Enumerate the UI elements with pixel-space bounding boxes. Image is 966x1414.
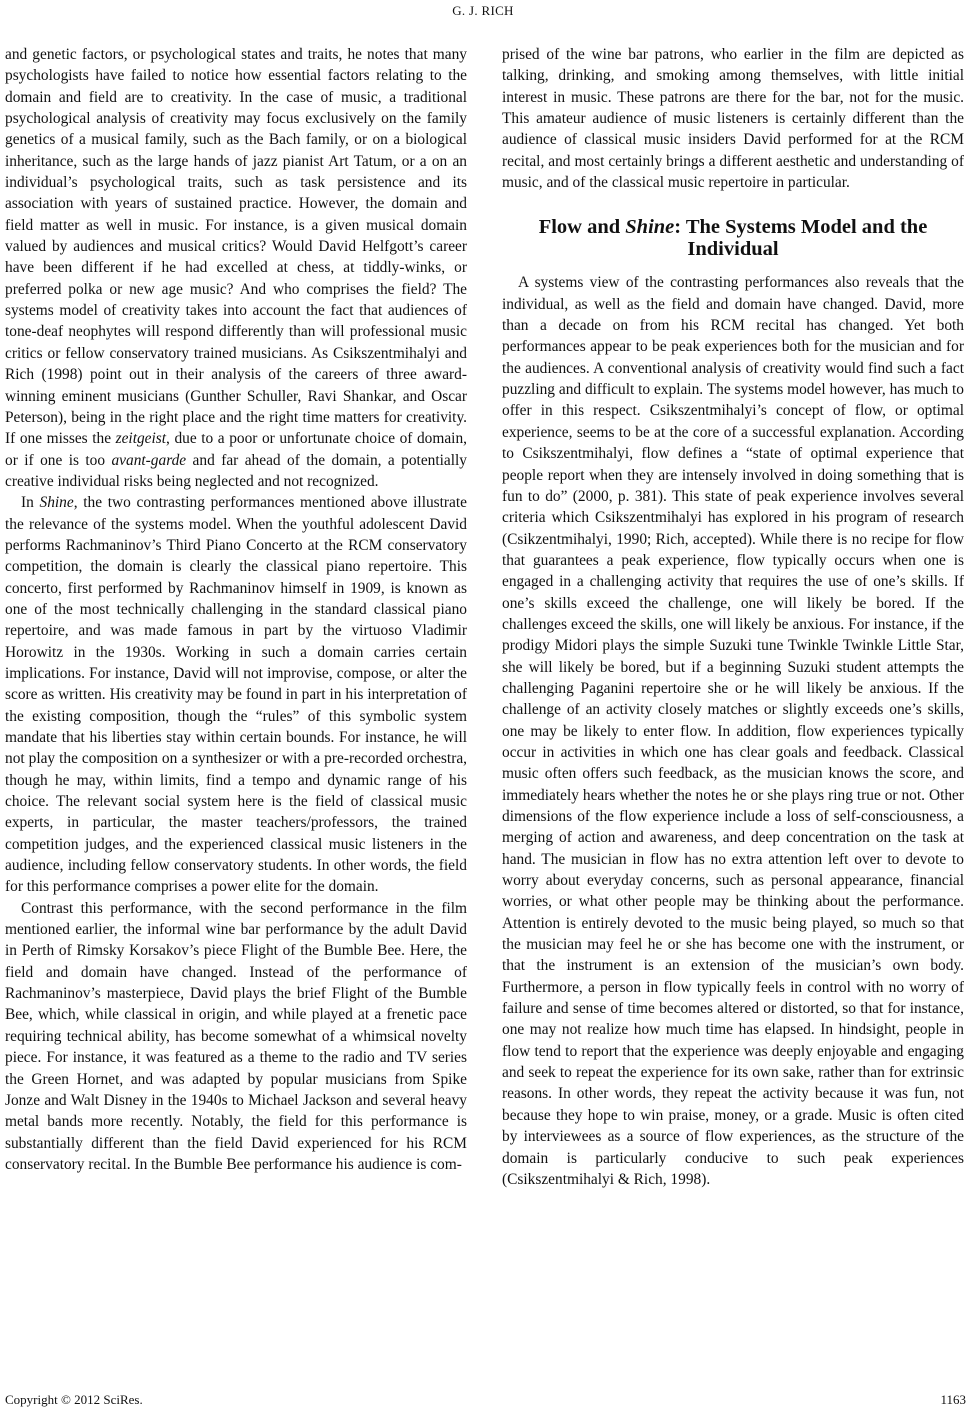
running-head: G. J. RICH [452, 3, 514, 18]
italic-text: zeitgeist [115, 430, 167, 448]
paragraph-genetic-factors [5, 44, 467, 492]
italic-text: Shine [625, 216, 675, 239]
section-heading-flow-and-shine [502, 216, 964, 260]
italic-text: Shine [39, 494, 74, 512]
text-run: , due to a poor or unfortunate choice of domain, or if one is too [5, 430, 467, 469]
text-run: : The Systems Model and the Individual [674, 216, 928, 261]
text-run: and genetic factors, or psychological states and traits, he notes that many psychologists have failed to notice how essential factors relating to the domain and field are to creativity. In the case of music, a traditional psychological analysis of creativity may focus exclusively on the family genetics of a musical family, such as the Bach family, or on a biological inheritance, such as the large hands of jazz pianist Art Tatum, or a on an individual’s psychological traits, such as task persistence and its association with years of sustained practice. However, the domain and field matter as well in music. For instance, is a given musical domain valued by audiences and musical critics? Would David Helfgott’s career have been different if he had excelled at chess, at tiddly-winks, or preferred polka or new age music? And who comprises the field? The systems model of creativity takes into account the fact that audiences of tone-deaf neophytes will respond differently than will professional music critics or fellow conservatory trained musicians. As Csikszentmihalyi and Rich (1998) point out in their analysis of the careers of three award-winning eminent musicians (Gunther Schuller, Ravi Shankar, and Oscar Peterson), being in the right place and the right time matters for creativity. If one misses the [5, 46, 467, 448]
text-run: Contrast this performance, with the second performance in the film mentioned earlier, the informal wine bar performance by the adult David in Perth of Rimsky Korsakov’s piece Flight of the Bumble Bee. Here, the field and domain have changed. Instead of the performance of Rachmaninov’s masterpiece, David plays the brief Flight of the Bumble Bee, which, while classical in origin, and while played at a frenetic pace requiring technical ability, has become somewhat of a whimsical novelty piece. For instance, it was featured as a theme to the radio and TV series the Green Hornet, and was adapted by popular musicians from Spike Jonze and Walt Disney in the 1940s to Michael Jackson and several heavy metal bands more recently. Notably, the field for this performance is substantially different than the field David experienced for his RCM conservatory recital. In the Bumble Bee performance his audience is com- [5, 899, 467, 1173]
text-run: prised of the wine bar patrons, who earlier in the film are depicted as talking, drinking, and smoking among themselves, with little initial interest in music. These patrons are there for the bar, not for the music. This amateur audience of music listeners is certainly different than the audience of classical music insiders David performed for at the RCM recital, and most certainly brings a different aesthetic and understanding of music, and of the classical music repertoire in particular. [502, 46, 964, 192]
text-run: and far ahead of the domain, a potentially creative individual risks being neglected and not recognized. [5, 451, 467, 490]
text-run: , the two contrasting performances mentioned above illustrate the relevance of the systems model. When the youthful adolescent David performs Rachmaninov’s Third Piano Concerto at the RCM conservatory competition, the domain is clearly the classical piano repertoire. This concerto, first performed by Rachmaninov himself in 1909, is known as one of the most technically challenging in the standard classical piano repertoire, and was made famous in part by the virtuoso Vladimir Horowitz in the 1930s. Working in such a domain carries certain implications. For instance, David will not improvise, compose, or alter the score as written. His creativity may be found in part in his interpretation of the existing composition, though the “rules” of this symbolic system mandate that his liberties stay within certain bounds. For instance, he will not play the composition on a synthesizer or with a pre-recorded orchestra, though he may, within limits, find a tempo and dynamic range of his choice. The relevant social system here is the field of classical music experts, in particular, the master teachers/professors, the trained competition judges, and the experienced classical music listeners in the audience, including fellow conservatory students. In other words, the field for this performance comprises a power elite for the domain. [5, 494, 467, 896]
text-run: Flow and [538, 216, 626, 239]
italic-text: avant-garde [111, 451, 187, 469]
page-number: 1163 [940, 1392, 966, 1407]
copyright-notice: Copyright © 2012 SciRes. [5, 1392, 143, 1407]
paragraph-systems-view [502, 272, 964, 1190]
paragraph-wine-bar-patrons [502, 44, 964, 193]
text-run: A systems view of the contrasting performances also reveals that the individual, as well as the field and domain have changed. David, more than a decade on from his RCM recital has changed. Yet both performances appear to be peak experiences both for the musician and for the audiences. A conventional analysis of creativity would find such a fact puzzling and difficult to explain. The systems model however, has much to offer in this respect. Csikszentmihalyi’s concept of flow, or optimal experience, seems to be at the core of a successful explanation. According to Csikszentmihalyi, flow defines a “state of optimal experience that people report when they are intensely involved in doing something that is fun to do” (2000, p. 381). This state of peak experience involves several criteria which Csikszentmihalyi has explored in his program of research (Csikzentmihalyi, 1990; Rich, accepted). While there is no recipe for flow that guarantees a peak experience, flow typically occurs when one is engaged in a challenging activity that requires the use of one’s skills. If one’s skills exceed the challenge, one will likely be bored. If the challenges exceed the skills, one will likely be anxious. For instance, if the prodigy Midori plays the simple Suzuki tune Twinkle Twinkle Little Star, she will likely be bored, but if a beginning Suzuki student attempts the challenging Paganini repertoire she or he will likely be anxious. If the challenge of an activity closely matches or slightly exceeds one’s skills, one may be likely to enter flow. In addition, flow experiences typically occur in activities in which one has clear goals and feedback. Classical music often offers such feedback, as the musician knows the score, and immediately hears whether the notes he or she plays ring true or not. Other dimensions of the flow experience include a loss of self-consciousness, a merging of action and awareness, and deep concentration on the task at hand. The musician in flow has no extra attention left over to devote to worry about everyday concerns, such as personal appearance, financial worries, or what other people may be thinking about the performance. Attention is entirely devoted to the music being played, so much so that the musician may feel he or she has become one with the instrument, or that the instrument is an extension of the musician’s own body. Furthermore, a person in flow typically feels in control with no worry of failure and sense of time becomes altered or distorted, so that for instance, one may not realize how much time has elapsed. In hindsight, people in flow tend to report that the experience was deeply enjoyable and engaging and seek to repeat the experience for its own sake, rather than for extrinsic reasons. In other words, they repeat the activity because it was fun, not because they hope to win praise, money, or a grade. Music is often cited by interviewees as a source of flow experiences, as the structure of the domain is particularly conducive to such peak experiences (Csikszentmihalyi & Rich, 1998). [502, 274, 964, 1188]
right-column [502, 44, 964, 1190]
text-run: In [21, 494, 40, 512]
paragraph-contrast-performance [5, 898, 467, 1175]
left-column [5, 44, 467, 1175]
paragraph-shine-performances [5, 492, 467, 898]
